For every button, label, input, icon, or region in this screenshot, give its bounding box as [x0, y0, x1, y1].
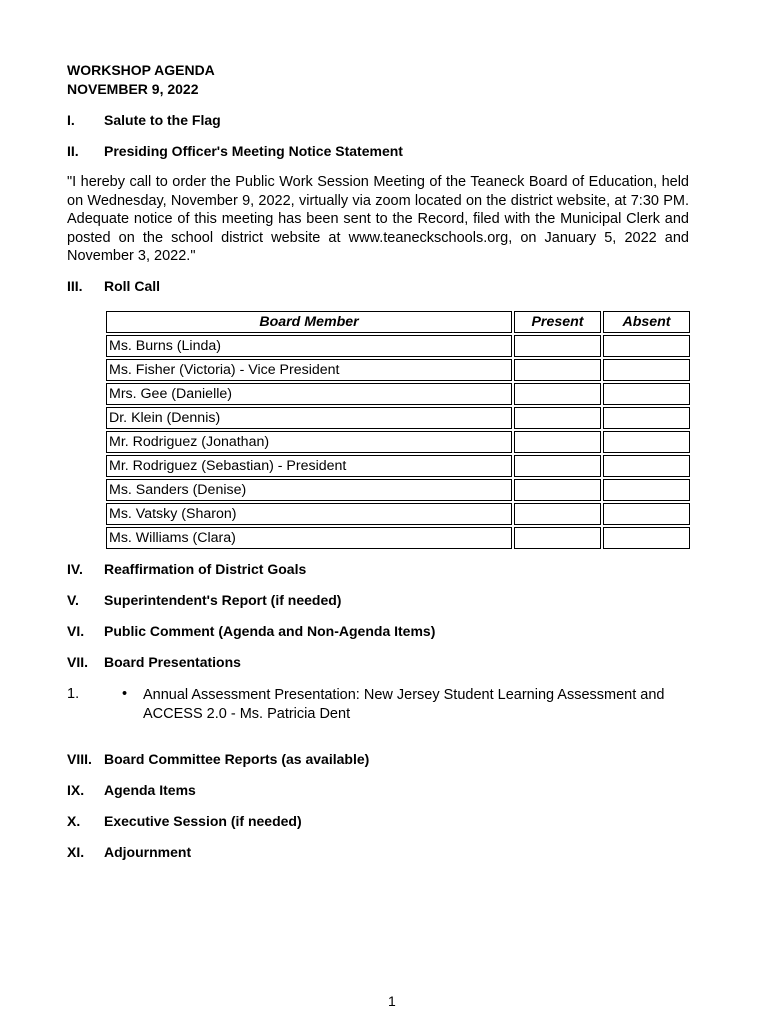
member-name: Mr. Rodriguez (Jonathan) [106, 431, 512, 453]
member-column-header: Board Member [106, 311, 512, 333]
section-heading: Board Presentations [104, 654, 241, 670]
absent-cell[interactable] [603, 479, 690, 501]
present-cell[interactable] [514, 407, 601, 429]
member-name: Ms. Fisher (Victoria) - Vice President [106, 359, 512, 381]
absent-cell[interactable] [603, 383, 690, 405]
section-heading: Superintendent's Report (if needed) [104, 592, 342, 608]
member-name: Mrs. Gee (Danielle) [106, 383, 512, 405]
agenda-title: WORKSHOP AGENDA [67, 62, 215, 78]
notice-statement: "I hereby call to order the Public Work Session Meeting of the Teaneck Board of Education, held on Wednesday, November 9, 2022, virtually via zoom located on the district website, at 7:30 PM. Adequate notice of this meeting has been sent to the Record, filed with the Municipal Clerk and posted on the school district website at www.teaneckschools.org, on January 5, 2022 and November 3, 2022." [67, 174, 689, 264]
absent-cell[interactable] [603, 455, 690, 477]
roll-call-table [104, 309, 692, 551]
present-cell[interactable] [514, 455, 601, 477]
member-name: Ms. Burns (Linda) [106, 335, 512, 357]
page-number: 1 [388, 993, 396, 1009]
table-row [106, 527, 690, 549]
section-heading: Roll Call [104, 278, 161, 294]
section-heading: Reaffirmation of District Goals [104, 561, 307, 577]
table-row [106, 431, 690, 453]
present-cell[interactable] [514, 527, 601, 549]
agenda-date: NOVEMBER 9, 2022 [67, 81, 199, 97]
present-cell[interactable] [514, 431, 601, 453]
absent-column-header: Absent [603, 311, 690, 333]
absent-cell[interactable] [603, 407, 690, 429]
section-heading: Presiding Officer's Meeting Notice Statement [104, 143, 403, 159]
present-cell[interactable] [514, 383, 601, 405]
member-name: Mr. Rodriguez (Sebastian) - President [106, 455, 512, 477]
member-name: Dr. Klein (Dennis) [106, 407, 512, 429]
member-name: Ms. Vatsky (Sharon) [106, 503, 512, 525]
table-row [106, 335, 690, 357]
section-number: VIII. [67, 751, 92, 767]
section-number: V. [67, 592, 79, 608]
section-number: X. [67, 813, 81, 829]
absent-cell[interactable] [603, 335, 690, 357]
table-row [106, 479, 690, 501]
section-heading: Public Comment (Agenda and Non-Agenda Items) [104, 623, 436, 639]
presentation-item-text: Annual Assessment Presentation: New Jersey Student Learning Assessment and ACCESS 2.0 - Ms. Patricia Dent [143, 687, 665, 722]
table-row [106, 407, 690, 429]
present-cell[interactable] [514, 335, 601, 357]
absent-cell[interactable] [603, 527, 690, 549]
presentation-item-number: 1. [67, 686, 80, 702]
present-cell[interactable] [514, 479, 601, 501]
bullet-icon: • [122, 686, 128, 702]
member-name: Ms. Sanders (Denise) [106, 479, 512, 501]
section-number: II. [67, 143, 79, 159]
section-heading: Board Committee Reports (as available) [104, 751, 370, 767]
present-cell[interactable] [514, 359, 601, 381]
absent-cell[interactable] [603, 359, 690, 381]
section-heading: Salute to the Flag [104, 112, 221, 128]
section-number: XI. [67, 844, 85, 860]
table-row [106, 503, 690, 525]
table-row [106, 383, 690, 405]
section-heading: Adjournment [104, 844, 192, 860]
section-number: VI. [67, 623, 85, 639]
present-cell[interactable] [514, 503, 601, 525]
section-number: IX. [67, 782, 85, 798]
section-heading: Agenda Items [104, 782, 196, 798]
absent-cell[interactable] [603, 503, 690, 525]
section-number: I. [67, 112, 75, 128]
table-row [106, 359, 690, 381]
section-number: III. [67, 278, 83, 294]
table-header-row [106, 311, 690, 333]
section-number: VII. [67, 654, 89, 670]
absent-cell[interactable] [603, 431, 690, 453]
section-heading: Executive Session (if needed) [104, 813, 302, 829]
table-row [106, 455, 690, 477]
member-name: Ms. Williams (Clara) [106, 527, 512, 549]
section-number: IV. [67, 561, 83, 577]
present-column-header: Present [514, 311, 601, 333]
